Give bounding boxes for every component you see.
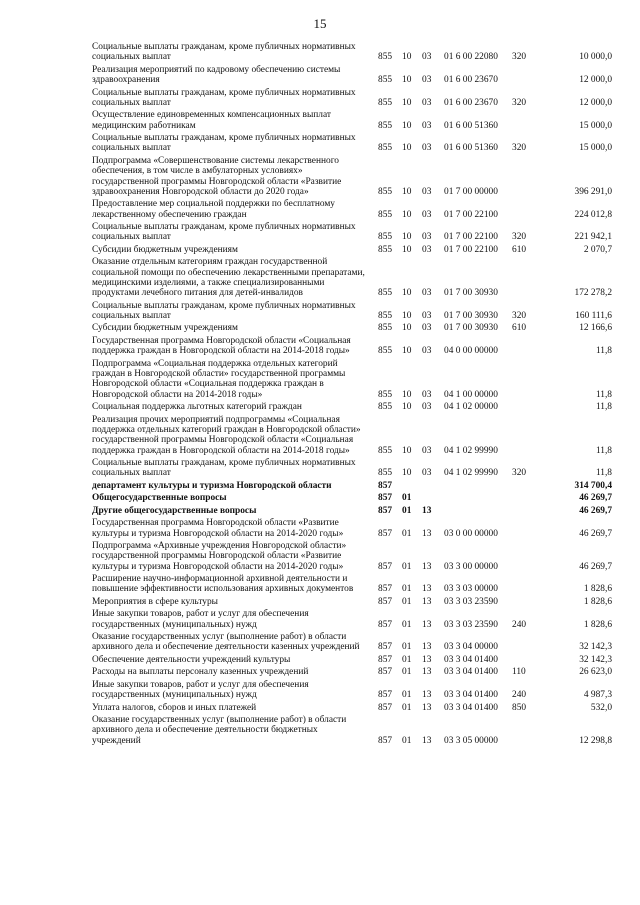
row-glav-code: 855 — [378, 186, 393, 197]
row-subsection-code: 13 — [422, 505, 432, 516]
row-name: Другие общегосударственные вопросы — [92, 505, 257, 516]
row-subsection-code: 03 — [422, 288, 432, 299]
row-name: Иные закупки товаров, работ и услуг для обеспечения государственных (муниципальных) нужд — [92, 609, 309, 630]
row-expense-type-code — [512, 574, 538, 597]
row-expense-type-code: 320 — [512, 52, 527, 63]
row-subsection-code: 03 — [422, 232, 432, 243]
row-amount: 224 012,8 — [574, 209, 612, 220]
row-name: Оказание отдельным категориям граждан государственной социальной помощи по обеспечению лекарственными препаратами, медицинскими изделиями, а также специализированными продуктами лечебного питания для детей-инвалидов — [92, 257, 365, 299]
row-amount: 160 111,6 — [575, 311, 612, 321]
row-name: Подпрограмма «Совершенствование системы лекарственного обеспечения, в том числе в амбулаторных условиях» государственной программы Новгородской области «Развитие здравоохранения Новгородской области до 2020 года» — [92, 155, 342, 197]
row-section-code: 01 — [402, 642, 412, 653]
row-glav-code: 857 — [378, 735, 393, 746]
table-row — [92, 336, 612, 359]
row-amount: 32 142,3 — [579, 654, 612, 665]
row-subsection-code: 03 — [422, 97, 432, 108]
row-expense-type-code — [512, 402, 538, 414]
row-glav-code: 855 — [378, 402, 393, 413]
row-subsection-code: 03 — [422, 402, 432, 413]
row-expense-type-code — [512, 506, 538, 518]
row-name: Подпрограмма «Социальная поддержка отдельных категорий граждан в Новгородской области» государственной программы Новгородской области «Социальная поддержка граждан в Новгородской области на 2014-2018 годы» — [92, 358, 346, 400]
row-amount: 11,8 — [595, 389, 612, 400]
row-glav-code: 855 — [378, 468, 393, 479]
row-section-code: 01 — [402, 654, 412, 665]
row-amount: 12 166,6 — [579, 323, 612, 334]
row-expense-type-code — [512, 632, 538, 655]
row-expense-type-code: 110 — [512, 667, 526, 678]
row-glav-code: 855 — [378, 120, 393, 131]
row-target-code: 03 3 03 00000 — [444, 584, 498, 595]
row-expense-type-code — [512, 65, 538, 88]
row-subsection-code: 13 — [422, 528, 432, 539]
row-expense-type-code — [512, 257, 538, 300]
row-subsection-code: 13 — [422, 561, 432, 572]
row-name: Подпрограмма «Архивные учреждения Новгородской области» государственной программы Новгородской области «Развитие культуры и туризма Новгородской области на 2014-2020 годы» — [92, 541, 347, 572]
row-section-code: 10 — [402, 288, 412, 299]
row-name: Обеспечение деятельности учреждений культуры — [92, 654, 291, 665]
table-row — [92, 703, 612, 715]
row-expense-type-code — [512, 493, 538, 505]
row-target-code: 04 1 02 00000 — [444, 402, 498, 413]
table-row — [92, 632, 612, 655]
row-target-code: 01 6 00 22080 — [444, 52, 498, 63]
row-target-code: 03 0 00 00000 — [444, 528, 498, 539]
row-target-code: 01 6 00 23670 — [444, 97, 498, 108]
row-glav-code: 855 — [378, 209, 393, 220]
row-subsection-code: 13 — [422, 642, 432, 653]
table-row — [92, 518, 612, 541]
row-name: Социальные выплаты гражданам, кроме публичных нормативных социальных выплат — [92, 222, 356, 243]
table-row — [92, 481, 612, 493]
row-target-code: 03 3 03 23590 — [444, 596, 498, 607]
row-target-code: 01 6 00 23670 — [444, 75, 498, 86]
row-expense-type-code: 320 — [512, 468, 527, 479]
table-row — [92, 574, 612, 597]
row-name: Государственная программа Новгородской области «Социальная поддержка граждан в Новгородской области на 2014-2018 годы» — [92, 335, 351, 357]
row-amount: 12 000,0 — [579, 97, 612, 108]
row-name: Социальные выплаты гражданам, кроме публичных нормативных социальных выплат — [92, 42, 356, 63]
table-row — [92, 655, 612, 667]
row-section-code: 10 — [402, 186, 412, 197]
table-row — [92, 541, 612, 574]
row-target-code: 03 3 04 01400 — [444, 654, 498, 665]
row-target-code: 04 0 00 00000 — [444, 346, 498, 357]
table-row — [92, 133, 612, 156]
row-glav-code: 857 — [378, 690, 393, 701]
row-glav-code: 855 — [378, 232, 393, 243]
row-name: Социальные выплаты гражданам, кроме публичных нормативных социальных выплат — [92, 87, 356, 108]
row-section-code: 10 — [402, 75, 412, 86]
table-row — [92, 680, 612, 703]
row-amount: 4 987,3 — [583, 690, 612, 701]
budget-table-body — [92, 42, 612, 748]
row-amount: 1 828,6 — [583, 584, 612, 595]
table-row — [92, 597, 612, 609]
row-subsection-code: 03 — [422, 389, 432, 400]
row-expense-type-code — [512, 715, 538, 748]
row-target-code: 03 3 00 00000 — [444, 561, 498, 572]
row-subsection-code: 03 — [422, 445, 432, 456]
row-target-code: 03 3 04 00000 — [444, 642, 498, 653]
row-subsection-code: 03 — [422, 120, 432, 131]
row-glav-code: 855 — [378, 52, 393, 63]
row-expense-type-code — [512, 359, 538, 402]
row-section-code: 10 — [402, 323, 412, 334]
row-name: Реализация мероприятий по кадровому обеспечению системы здравоохранения — [92, 64, 341, 86]
row-amount: 532,0 — [590, 702, 612, 713]
row-amount: 12 298,8 — [579, 735, 612, 746]
row-expense-type-code: 320 — [512, 232, 527, 243]
row-section-code: 10 — [402, 232, 412, 243]
table-row — [92, 493, 612, 505]
row-glav-code: 855 — [378, 288, 393, 299]
table-row — [92, 42, 612, 65]
row-expense-type-code — [512, 541, 538, 574]
row-name: Предоставление мер социальной поддержки по бесплатному лекарственному обеспечению граждан — [92, 199, 335, 220]
row-target-code — [444, 506, 512, 518]
row-section-code: 01 — [402, 584, 412, 595]
table-row — [92, 222, 612, 245]
row-target-code — [444, 481, 512, 493]
row-expense-type-code — [512, 156, 538, 199]
row-amount: 46 269,7 — [579, 505, 612, 516]
row-name: Социальные выплаты гражданам, кроме публичных нормативных социальных выплат — [92, 133, 356, 154]
row-amount: 12 000,0 — [579, 75, 612, 86]
table-row — [92, 257, 612, 300]
row-section-code: 10 — [402, 389, 412, 400]
row-name: Социальные выплаты гражданам, кроме публичных нормативных социальных выплат — [92, 300, 356, 321]
table-row — [92, 458, 612, 481]
row-section-code: 01 — [402, 667, 412, 678]
row-section-code: 10 — [402, 311, 412, 321]
row-expense-type-code — [512, 481, 538, 493]
row-subsection-code: 03 — [422, 244, 432, 255]
row-name: Реализация прочих мероприятий подпрограммы «Социальная поддержка отдельных категорий граждан в Новгородской области» государственной программы Новгородской области «Социальная поддержка граждан в Новгородской области на 2014-2018 годы» — [92, 414, 361, 456]
table-row — [92, 65, 612, 88]
row-expense-type-code: 610 — [512, 323, 527, 334]
row-target-code: 03 3 05 00000 — [444, 735, 498, 746]
row-amount: 46 269,7 — [579, 528, 612, 539]
row-expense-type-code — [512, 110, 538, 133]
row-section-code: 01 — [402, 505, 412, 516]
row-amount: 10 000,0 — [579, 52, 612, 63]
row-section-code: 01 — [402, 619, 412, 630]
row-subsection-code: 03 — [422, 143, 432, 154]
row-section-code: 01 — [402, 735, 412, 746]
row-subsection-code: 13 — [422, 654, 432, 665]
row-name: Оказание государственных услуг (выполнение работ) в области архивного дела и обеспечение деятельности казенных учреждений — [92, 632, 360, 653]
row-section-code: 01 — [402, 596, 412, 607]
row-target-code: 01 7 00 30930 — [444, 323, 498, 334]
row-name: Социальная поддержка льготных категорий граждан — [92, 402, 302, 413]
row-section-code: 10 — [402, 143, 412, 154]
row-expense-type-code: 610 — [512, 244, 527, 255]
row-expense-type-code — [512, 199, 538, 222]
table-row — [92, 715, 612, 748]
table-row — [92, 245, 612, 257]
row-target-code: 01 7 00 22100 — [444, 232, 498, 243]
row-glav-code: 855 — [378, 143, 393, 154]
row-glav-code: 855 — [378, 445, 393, 456]
row-section-code: 01 — [402, 690, 412, 701]
row-subsection-code: 13 — [422, 596, 432, 607]
table-row — [92, 156, 612, 199]
row-amount: 1 828,6 — [583, 619, 612, 630]
row-glav-code: 857 — [378, 667, 393, 678]
row-subsection-code: 03 — [422, 209, 432, 220]
row-name: Субсидии бюджетным учреждениям — [92, 244, 238, 255]
row-expense-type-code: 320 — [512, 143, 527, 154]
row-target-code: 01 7 00 30930 — [444, 311, 498, 321]
row-expense-type-code: 320 — [512, 311, 527, 321]
budget-table — [92, 42, 612, 748]
row-target-code: 04 1 02 99990 — [444, 468, 498, 479]
row-expense-type-code — [512, 597, 538, 609]
row-glav-code: 857 — [378, 528, 393, 539]
row-glav-code: 857 — [378, 642, 393, 653]
row-amount: 46 269,7 — [579, 561, 612, 572]
row-target-code: 01 6 00 51360 — [444, 143, 498, 154]
table-row — [92, 506, 612, 518]
row-subsection-code: 13 — [422, 702, 432, 713]
row-name: Мероприятия в сфере культуры — [92, 596, 218, 607]
row-section-code: 10 — [402, 402, 412, 413]
page-number: 15 — [313, 16, 327, 31]
row-expense-type-code: 240 — [512, 619, 527, 630]
row-target-code: 01 7 00 00000 — [444, 186, 498, 197]
table-row — [92, 301, 612, 324]
row-amount: 11,8 — [595, 346, 612, 357]
row-target-code: 01 6 00 51360 — [444, 120, 498, 131]
row-subsection-code: 13 — [422, 584, 432, 595]
row-target-code: 01 7 00 30930 — [444, 288, 498, 299]
row-name: Иные закупки товаров, работ и услуг для обеспечения государственных (муниципальных) нужд — [92, 679, 309, 701]
row-amount: 46 269,7 — [579, 493, 612, 504]
row-amount: 172 278,2 — [574, 288, 612, 299]
row-subsection-code: 03 — [422, 323, 432, 334]
row-glav-code: 855 — [378, 311, 393, 321]
row-target-code: 01 7 00 22100 — [444, 244, 498, 255]
row-amount: 2 070,7 — [583, 244, 612, 255]
row-section-code: 10 — [402, 468, 412, 479]
row-section-code: 01 — [402, 493, 412, 504]
row-glav-code: 857 — [378, 584, 393, 595]
row-subsection-code: 03 — [422, 52, 432, 63]
row-expense-type-code — [512, 415, 538, 458]
row-target-code: 03 3 04 01400 — [444, 667, 498, 678]
row-subsection-code: 13 — [422, 667, 432, 678]
row-name: Расширение научно-информационной архивной деятельности и повышение эффективности использования архивных документов — [92, 574, 354, 595]
row-subsection-code: 03 — [422, 311, 432, 321]
row-amount: 11,8 — [595, 402, 612, 413]
row-name: Осуществление единовременных компенсационных выплат медицинским работникам — [92, 110, 331, 131]
row-glav-code: 857 — [378, 480, 393, 491]
row-subsection-code: 03 — [422, 346, 432, 357]
row-amount: 26 623,0 — [579, 667, 612, 678]
row-target-code: 03 3 04 01400 — [444, 690, 498, 701]
row-name: Социальные выплаты гражданам, кроме публичных нормативных социальных выплат — [92, 457, 356, 479]
row-subsection-code: 13 — [422, 690, 432, 701]
row-subsection-code — [422, 481, 444, 493]
row-subsection-code: 03 — [422, 75, 432, 86]
row-target-code: 01 7 00 22100 — [444, 209, 498, 220]
table-row — [92, 667, 612, 679]
row-amount: 1 828,6 — [583, 596, 612, 607]
row-expense-type-code — [512, 655, 538, 667]
row-section-code: 10 — [402, 209, 412, 220]
row-target-code — [444, 493, 512, 505]
row-section-code: 10 — [402, 120, 412, 131]
table-row — [92, 415, 612, 458]
row-section-code: 10 — [402, 445, 412, 456]
row-amount: 396 291,0 — [574, 186, 612, 197]
table-row — [92, 110, 612, 133]
row-section-code — [402, 481, 422, 493]
row-target-code: 04 1 00 00000 — [444, 389, 498, 400]
row-amount: 32 142,3 — [579, 642, 612, 653]
row-target-code: 03 3 04 01400 — [444, 702, 498, 713]
row-glav-code: 855 — [378, 244, 393, 255]
row-section-code: 10 — [402, 244, 412, 255]
row-subsection-code: 13 — [422, 735, 432, 746]
row-expense-type-code — [512, 336, 538, 359]
table-row — [92, 402, 612, 414]
row-glav-code: 855 — [378, 97, 393, 108]
row-glav-code: 855 — [378, 346, 393, 357]
row-glav-code: 855 — [378, 75, 393, 86]
row-amount: 11,8 — [595, 445, 612, 456]
row-amount: 15 000,0 — [579, 120, 612, 131]
table-row — [92, 609, 612, 632]
row-name: департамент культуры и туризма Новгородской области — [92, 480, 332, 491]
row-expense-type-code — [512, 518, 538, 541]
row-name: Уплата налогов, сборов и иных платежей — [92, 702, 257, 713]
row-subsection-code — [422, 493, 444, 505]
row-name: Общегосударственные вопросы — [92, 493, 227, 504]
row-glav-code: 857 — [378, 702, 393, 713]
row-subsection-code: 03 — [422, 186, 432, 197]
row-section-code: 10 — [402, 97, 412, 108]
row-subsection-code: 03 — [422, 468, 432, 479]
row-target-code: 03 3 03 23590 — [444, 619, 498, 630]
row-target-code: 04 1 02 99990 — [444, 445, 498, 456]
row-expense-type-code: 850 — [512, 702, 527, 713]
row-glav-code: 857 — [378, 493, 393, 504]
row-section-code: 01 — [402, 561, 412, 572]
row-expense-type-code: 240 — [512, 690, 527, 701]
row-glav-code: 857 — [378, 619, 393, 630]
table-row — [92, 359, 612, 402]
row-expense-type-code: 320 — [512, 97, 527, 108]
table-row — [92, 88, 612, 111]
row-name: Расходы на выплаты персоналу казенных учреждений — [92, 667, 309, 678]
row-glav-code: 857 — [378, 505, 393, 516]
row-glav-code: 855 — [378, 389, 393, 400]
table-row — [92, 323, 612, 335]
row-section-code: 01 — [402, 528, 412, 539]
row-amount: 314 700,4 — [574, 480, 612, 491]
row-amount: 221 942,1 — [574, 232, 612, 243]
row-glav-code: 857 — [378, 561, 393, 572]
table-row — [92, 199, 612, 222]
row-amount: 15 000,0 — [579, 143, 612, 154]
row-section-code: 10 — [402, 52, 412, 63]
row-glav-code: 855 — [378, 323, 393, 334]
row-name: Государственная программа Новгородской области «Развитие культуры и туризма Новгородской области на 2014-2020 годы» — [92, 518, 344, 539]
row-glav-code: 857 — [378, 596, 393, 607]
row-section-code: 10 — [402, 346, 412, 357]
row-amount: 11,8 — [595, 468, 612, 479]
row-name: Оказание государственных услуг (выполнение работ) в области архивного дела и обеспечение деятельности бюджетных учреждений — [92, 715, 347, 746]
row-subsection-code: 13 — [422, 619, 432, 630]
row-glav-code: 857 — [378, 654, 393, 665]
row-section-code: 01 — [402, 702, 412, 713]
row-name: Субсидии бюджетным учреждениям — [92, 323, 238, 334]
